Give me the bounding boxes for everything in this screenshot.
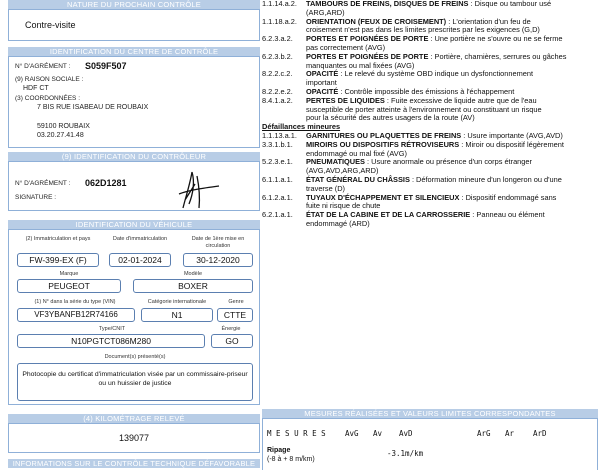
genre-value: CTTE [217, 308, 253, 322]
brand-value: PEUGEOT [17, 279, 121, 293]
defect-title: GARNITURES OU PLAQUETTES DE FREINS [306, 131, 462, 140]
defect-title: TAMBOURS DE FREINS, DISQUES DE FREINS [306, 0, 469, 8]
measure-col-av: Av [373, 429, 383, 438]
defect-text: : Miroir ou dispositif légèrement [459, 139, 564, 149]
defect-code: 1.1.18.a.2. [262, 16, 297, 26]
defect-text-cont: croisement n'est pas dans les limites prescrites par les exigences (G,D) [306, 25, 540, 35]
vehicle-panel [8, 229, 260, 405]
defect-text: : Panneau ou élément [470, 210, 545, 220]
defect-title: PORTES ET POIGNÉES DE PORTE [306, 51, 429, 61]
next-visit-panel [8, 9, 260, 41]
vin-value: VF3YBANFB12R74166 [17, 308, 135, 322]
defect-item [262, 35, 598, 53]
defect-text-cont: endommagé ou mal fixé (AVG) [306, 148, 407, 158]
measures-title: M E S U R E S [267, 429, 326, 438]
category-value: N1 [141, 308, 213, 322]
defect-text: : Usure anormale ou présence d'un corps étranger [365, 157, 532, 167]
defect-title: MIROIRS OU DISPOSITIFS RÉTROVISEURS [306, 139, 460, 149]
measure-row-label: Ripage [267, 447, 291, 454]
plate-value: FW-399-EX (F) [17, 253, 99, 267]
defect-title: ÉTAT DE LA CABINE ET DE LA CARROSSERIE [306, 210, 471, 220]
defect-text: : Fuite excessive de liquide autre que de l'eau [384, 95, 537, 105]
defect-code: 1.1.13.a.1. [262, 131, 297, 140]
defect-text: : Déformation mineure d'un longeron ou d'une [409, 175, 562, 184]
controller-agreement-label: N° D'AGRÉMENT : [15, 180, 71, 187]
plate-label: (2) Immatriculation et pays [25, 236, 91, 242]
defect-text: : Usure importante (AVG,AVD) [461, 131, 563, 140]
defect-code: 6.2.3.b.2. [262, 51, 293, 61]
defect-text-cont: (AVG,AVD,ARG,ARD) [306, 166, 379, 176]
center-name-label: (9) RAISON SOCIALE : [15, 76, 84, 83]
defect-item [262, 97, 598, 123]
center-name-value: HDF CT [23, 85, 49, 92]
model-value: BOXER [133, 279, 253, 293]
center-agreement-value: S059F507 [85, 61, 127, 71]
defect-title: OPACITÉ [306, 69, 339, 79]
defect-code: 6.1.2.a.1. [262, 192, 293, 202]
measures-panel [262, 418, 598, 470]
signature-icon [159, 164, 229, 212]
defect-title: ORIENTATION (FEUX DE CROISEMENT) [306, 16, 447, 26]
center-city: 59100 ROUBAIX [37, 123, 90, 130]
center-header: IDENTIFICATION DU CENTRE DE CONTRÔLE [8, 47, 260, 56]
center-address-label: (3) COORDONNÉES : [15, 95, 81, 102]
defect-text: : L'orientation d'un feu de [446, 16, 531, 26]
mileage-panel [8, 423, 260, 453]
docs-value: Photocopie du certificat d'immatriculation visée par un commissaire-priseur ou un huissier de justice [17, 363, 253, 401]
defect-code: 6.2.1.a.1. [262, 210, 293, 220]
defect-item [262, 70, 598, 88]
defect-text-cont: pas correctement (AVG) [306, 42, 386, 52]
type-value: N10PGTCT086M280 [17, 334, 205, 348]
defect-text-cont: susceptible de porter atteinte à l'environnement ou constituant un risque [306, 104, 542, 114]
defect-item [262, 176, 598, 194]
measure-row-sub: (-8 à + 8 m/km) [267, 456, 315, 463]
reg-date-label: Date d'immatriculation [112, 236, 168, 242]
type-label: Type/CNIT [98, 326, 126, 332]
defect-item [262, 18, 598, 36]
defect-text-cont: important [306, 78, 337, 88]
docs-label: Document(s) présenté(s) [104, 354, 166, 360]
next-visit-header: NATURE DU PROCHAIN CONTRÔLE [8, 0, 260, 9]
controller-signature-label: SIGNATURE : [15, 194, 57, 201]
first-reg-value: 30-12-2020 [183, 253, 253, 267]
first-reg-label: Date de 1ère mise en circulation [191, 236, 245, 249]
defect-code: 3.3.1.b.1. [262, 139, 293, 149]
defect-text: : Dispositif endommagé sans [459, 192, 557, 202]
center-street: 7 BIS RUE ISABEAU DE ROUBAIX [37, 104, 149, 111]
defect-title: PORTES ET POIGNÉES DE PORTE [306, 34, 429, 44]
energy-label: Énergie [221, 326, 241, 332]
measure-col-avd: AvD [399, 429, 413, 438]
defect-code: 8.2.2.e.2. [262, 87, 293, 96]
center-phone: 03.20.27.41.48 [37, 132, 84, 139]
defect-text: : Une portière ne s'ouvre ou ne se ferme [428, 34, 563, 44]
mileage-header: (4) KILOMÉTRAGE RELEVÉ [8, 414, 260, 423]
defect-text-cont: pour la sécurité des autres usagers de la route (AV) [306, 113, 475, 123]
measure-col-avg: AvG [345, 429, 359, 438]
defect-item [262, 141, 598, 159]
energy-value: GO [211, 334, 253, 348]
defect-text: : Portière, charnières, serrures ou gâches [428, 51, 567, 61]
measure-row-value: -3.1m/km [387, 449, 424, 458]
category-label: Catégorie internationale [147, 299, 207, 305]
defect-text: : Contrôle impossible des émissions à l'échappement [338, 87, 515, 96]
defect-item [262, 53, 598, 71]
measure-col-ard: ArD [533, 429, 547, 438]
center-agreement-label: N° D'AGRÉMENT : [15, 63, 71, 70]
defect-item [262, 0, 598, 18]
center-panel [8, 56, 260, 148]
mileage-value: 139077 [118, 433, 150, 443]
defect-code: 8.4.1.a.2. [262, 95, 293, 105]
defect-text: : Le relevé du système OBD indique un dysfonctionnement [338, 69, 534, 79]
defect-code: 6.1.1.a.1. [262, 175, 293, 184]
defect-item [262, 211, 598, 229]
brand-label: Marque [59, 271, 79, 277]
defect-text: : Disque ou tambour usé [468, 0, 552, 8]
unfavorable-header: INFORMATIONS SUR LE CONTRÔLE TECHNIQUE DÉFAVORABLE [8, 459, 260, 468]
minor-defects-header: Défaillances mineures [262, 122, 341, 132]
controller-header: (9) IDENTIFICATION DU CONTRÔLEUR [8, 152, 260, 161]
defect-text-cont: endommagé (ARD) [306, 218, 370, 228]
defect-text-cont: traverse (D) [306, 183, 346, 193]
genre-label: Genre [228, 299, 244, 305]
measures-header: MESURES RÉALISÉES ET VALEURS LIMITES CORRESPONDANTES [262, 409, 598, 418]
vin-label: (1) N° dans la série du type (VIN) [34, 299, 116, 305]
vehicle-header: IDENTIFICATION DU VÉHICULE [8, 220, 260, 229]
model-label: Modèle [183, 271, 203, 277]
defect-title: OPACITÉ [306, 87, 339, 96]
defect-text-cont: manquantes ou mal fixées (AVG) [306, 60, 415, 70]
defect-text-cont: (ARG,ARD) [306, 7, 345, 17]
defect-code: 6.2.3.a.2. [262, 34, 293, 44]
defect-item [262, 194, 598, 212]
measure-col-arg: ArG [477, 429, 491, 438]
defect-code: 8.2.2.c.2. [262, 69, 293, 79]
measure-col-ar: Ar [505, 429, 515, 438]
controller-panel [8, 161, 260, 211]
reg-date-value: 02-01-2024 [109, 253, 171, 267]
defect-code: 1.1.14.a.2. [262, 0, 297, 8]
defect-title: ÉTAT GÉNÉRAL DU CHÂSSIS [306, 175, 410, 184]
defect-text-cont: fuite ni risque de chute [306, 201, 381, 211]
controller-agreement-value: 062D1281 [85, 178, 127, 188]
next-visit-value: Contre-visite [25, 20, 76, 30]
defect-code: 5.2.3.e.1. [262, 157, 293, 167]
defect-item [262, 158, 598, 176]
defect-title: TUYAUX D'ÉCHAPPEMENT ET SILENCIEUX [306, 192, 460, 202]
defect-title: PERTES DE LIQUIDES [306, 95, 385, 105]
defect-title: PNEUMATIQUES [306, 157, 365, 167]
